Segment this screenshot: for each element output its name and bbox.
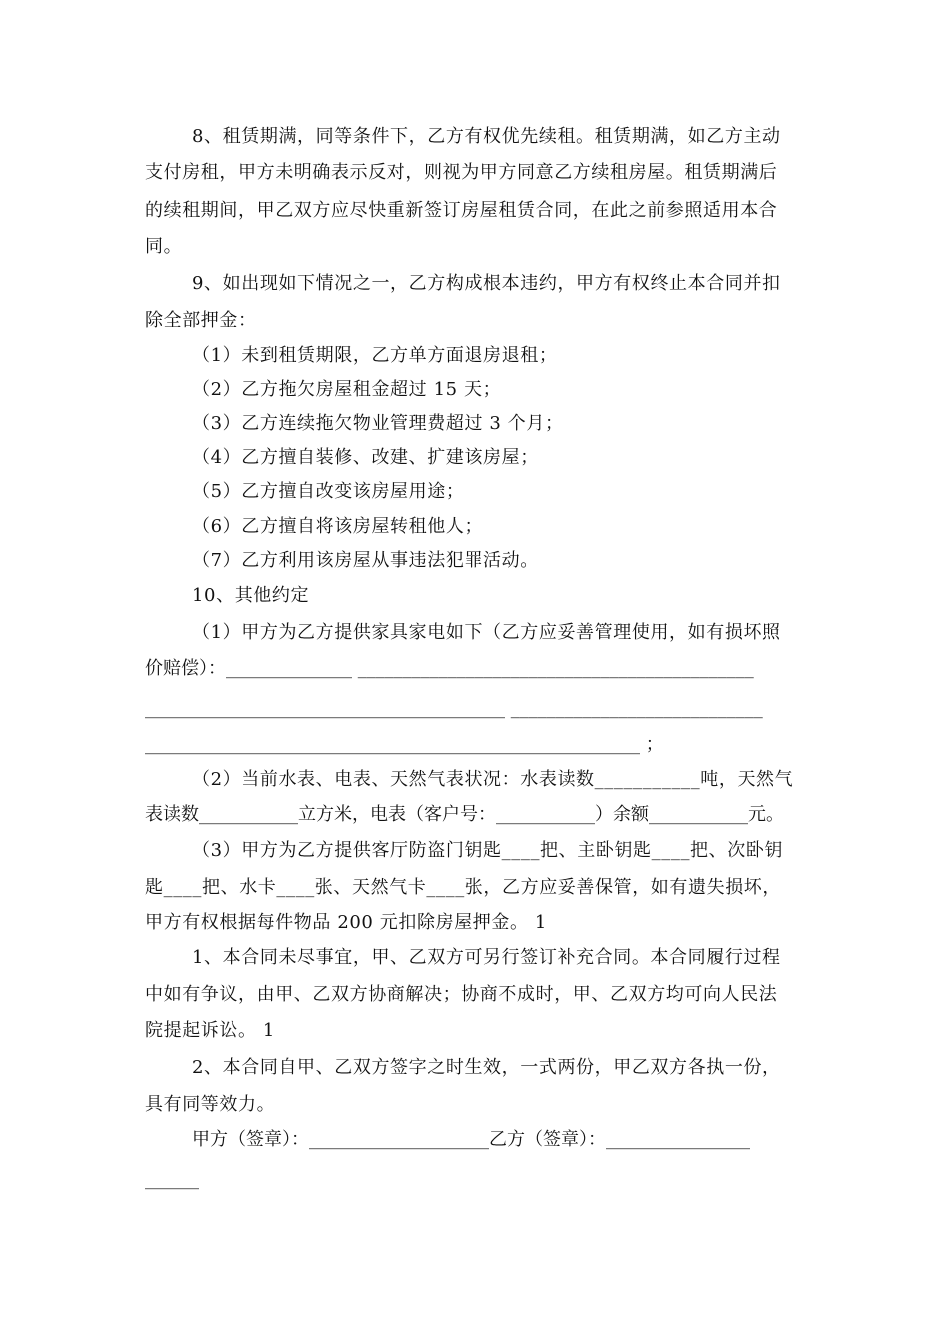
clause-9-item-4: （4）乙方擅自装修、改建、扩建该房屋； xyxy=(192,447,539,468)
clause-9-item-7: （7）乙方利用该房屋从事违法犯罪活动。 xyxy=(192,550,539,571)
final-clause-2-line-1: 2、本合同自甲、乙双方签字之时生效，一式两份，甲乙双方各执一份， xyxy=(192,1057,781,1078)
clause-10-item-3-line-3: 甲方有权根据每件物品 200 元扣除房屋押金。 1 xyxy=(145,912,547,933)
clause-10-item-1-line-2: 价赔偿）：______________ ____________________________________________ xyxy=(145,658,754,679)
clause-10-heading: 10、其他约定 xyxy=(192,585,310,606)
clause-9-item-3: （3）乙方连续拖欠物业管理费超过 3 个月； xyxy=(192,413,564,434)
final-clause-1-line-3: 院提起诉讼。 1 xyxy=(145,1020,275,1041)
clause-8-line-4: 同。 xyxy=(145,236,183,257)
clause-9-item-6: （6）乙方擅自将该房屋转租他人； xyxy=(192,516,484,537)
clause-10-item-2-line-1: （2）当前水表、电表、天然气表状况：水表读数___________吨，天然气 xyxy=(192,769,794,790)
clause-10-item-1-line-1: （1）甲方为乙方提供家具家电如下（乙方应妥善管理使用，如有损坏照 xyxy=(192,622,781,643)
clause-9-item-2: （2）乙方拖欠房屋租金超过 15 天； xyxy=(192,379,502,400)
signature-line: 甲方（签章）：____________________乙方（签章）：________________ xyxy=(192,1129,750,1150)
clause-10-item-3-line-1: （3）甲方为乙方提供客厅防盗门钥匙____把、主卧钥匙____把、次卧钥 xyxy=(192,840,784,861)
clause-9-line-2: 除全部押金： xyxy=(145,310,257,331)
clause-9-item-1: （1）未到租赁期限，乙方单方面退房退租； xyxy=(192,345,558,366)
clause-10-item-1-line-3: ________________________________________ ____________________________ xyxy=(145,698,763,719)
final-clause-2-line-2: 具有同等效力。 xyxy=(145,1094,276,1115)
final-clause-1-line-2: 中如有争议，由甲、乙双方协商解决；协商不成时，甲、乙双方均可向人民法 xyxy=(145,984,778,1005)
clause-8-line-1: 8、租赁期满，同等条件下，乙方有权优先续租。租赁期满，如乙方主动 xyxy=(192,126,781,147)
clause-10-item-3-line-2: 匙____把、水卡____张、天然气卡____张，乙方应妥善保管，如有遗失损坏， xyxy=(145,877,781,898)
clause-8-line-3: 的续租期间，甲乙双方应尽快重新签订房屋租赁合同，在此之前参照适用本合 xyxy=(145,200,778,221)
clause-8-line-2: 支付房租，甲方未明确表示反对，则视为甲方同意乙方续租房屋。租赁期满后 xyxy=(145,162,778,183)
final-clause-1-line-1: 1、本合同未尽事宜，甲、乙双方可另行签订补充合同。本合同履行过程 xyxy=(192,947,781,968)
clause-9-item-5: （5）乙方擅自改变该房屋用途； xyxy=(192,481,465,502)
clause-10-item-1-line-4: _______________________________________________________ ； xyxy=(145,734,664,755)
signature-line-continued: ______ xyxy=(145,1169,199,1190)
clause-10-item-2-line-2: 表读数___________立方米，电表（客户号：___________）余额___________元。 xyxy=(145,804,784,825)
clause-9-line-1: 9、如出现如下情况之一，乙方构成根本违约，甲方有权终止本合同并扣 xyxy=(192,273,781,294)
